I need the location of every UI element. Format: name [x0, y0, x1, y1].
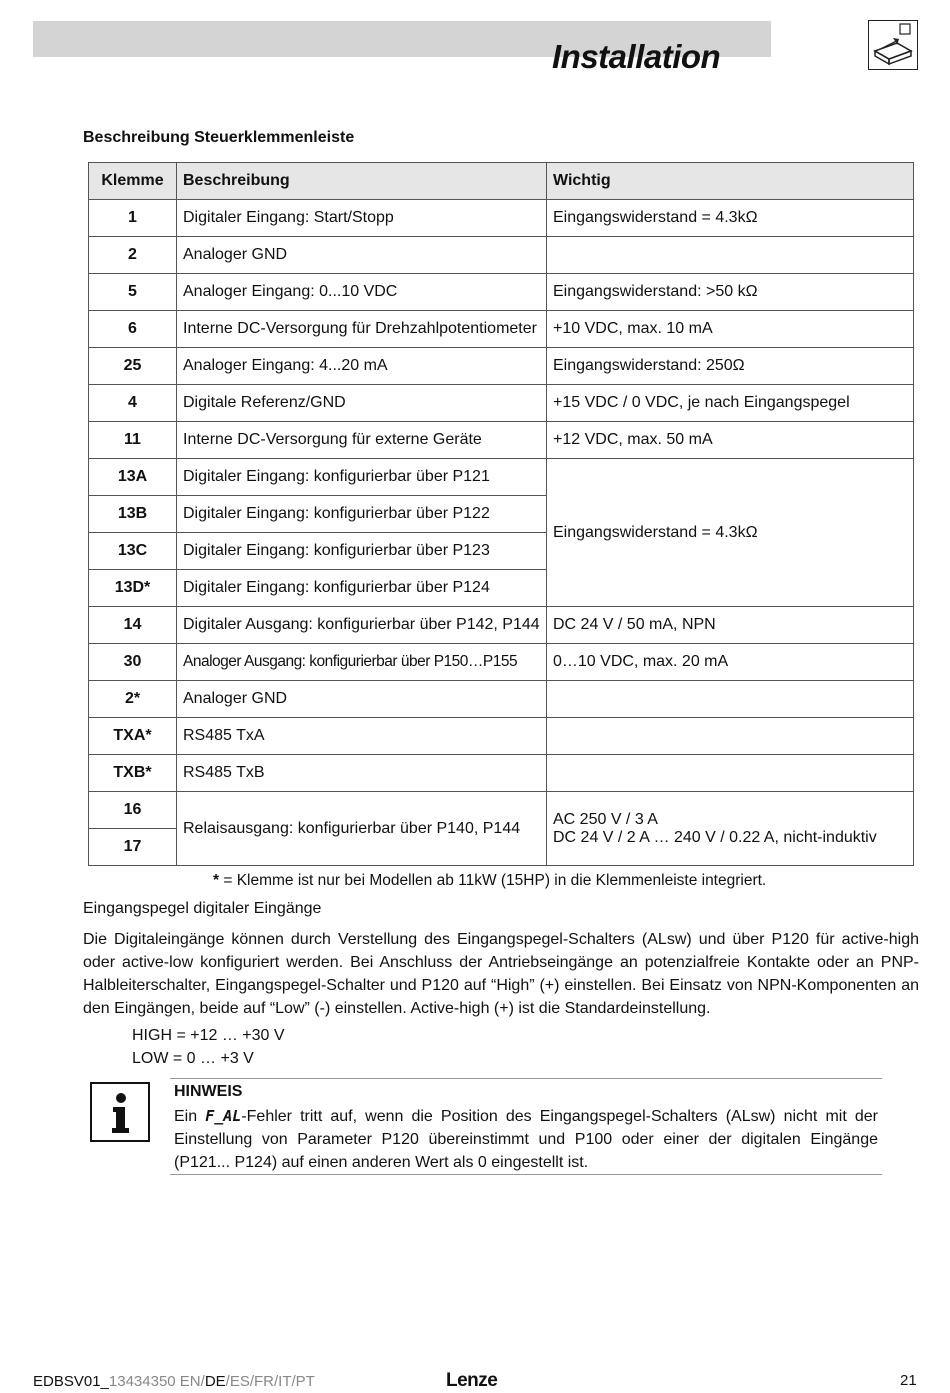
page-number: 21 [900, 1372, 917, 1389]
terminal-cell: 13C [89, 533, 177, 570]
body-paragraph: Die Digitaleingänge können durch Verstellung des Eingangspegel-Schalters (ALsw) und über P120 für active-high oder active-low konfiguriert werden. Bei Anschluss der Antriebseingänge an potenzialfreie Kontakte oder an PNP-Halbleiterschalter, Eingangspegel-Schalter und P120 auf “High” (+) einstellen. Bei Einsatz von NPN-Komponenten an den Eingängen, beide auf “Low” (-) einstellen. Active-high (+) ist die Standardeinstellung. [83, 931, 919, 1017]
level-list [132, 1024, 285, 1070]
info-icon [90, 1082, 150, 1142]
table-header-row [89, 163, 914, 200]
terminal-cell: 11 [89, 422, 177, 459]
important-cell [547, 681, 914, 718]
description-cell: Interne DC-Versorgung für externe Geräte [177, 422, 547, 459]
terminal-table [88, 162, 914, 866]
important-cell: Eingangswiderstand: 250Ω [547, 348, 914, 385]
table-footnote [213, 872, 766, 890]
footer-lang-active: DE [204, 1373, 226, 1390]
terminal-cell: 4 [89, 385, 177, 422]
terminal-cell: 6 [89, 311, 177, 348]
terminal-cell: 13B [89, 496, 177, 533]
column-header-klemme: Klemme [89, 163, 177, 200]
description-cell: Relaisausgang: konfigurierbar über P140, P144 [177, 792, 547, 866]
footer-doc-code: EDBSV01_ [33, 1373, 109, 1390]
important-cell: Eingangswiderstand = 4.3kΩ [547, 459, 914, 607]
page-title: Installation [552, 38, 721, 75]
relay-spec-ac: AC 250 V / 3 A [553, 810, 658, 828]
terminal-cell: 2 [89, 237, 177, 274]
note-text-before: Ein [174, 1108, 206, 1125]
important-cell [547, 718, 914, 755]
footer-lang-rest: /ES/FR/IT/PT [225, 1373, 315, 1390]
important-cell [547, 792, 914, 866]
description-cell: Digitaler Eingang: Start/Stopp [177, 200, 547, 237]
section-title: Beschreibung Steuerklemmenleiste [83, 129, 355, 146]
installation-box-icon [868, 20, 918, 70]
terminal-cell: 5 [89, 274, 177, 311]
description-cell: Analoger GND [177, 681, 547, 718]
description-cell: Interne DC-Versorgung für Drehzahlpotentiometer [177, 311, 547, 348]
important-cell: +10 VDC, max. 10 mA [547, 311, 914, 348]
table-row [89, 274, 914, 311]
description-cell: RS485 TxB [177, 755, 547, 792]
table-row [89, 348, 914, 385]
important-cell: DC 24 V / 50 mA, NPN [547, 607, 914, 644]
description-cell: Analoger GND [177, 237, 547, 274]
table-row [89, 792, 914, 829]
table-row [89, 644, 914, 681]
table-row [89, 200, 914, 237]
column-header-wichtig: Wichtig [547, 163, 914, 200]
description-cell: Analoger Eingang: 4...20 mA [177, 348, 547, 385]
table-row [89, 607, 914, 644]
table-row [89, 459, 914, 496]
important-cell: 0…10 VDC, max. 20 mA [547, 644, 914, 681]
description-cell: Digitale Referenz/GND [177, 385, 547, 422]
note-divider-bottom [170, 1174, 882, 1175]
description-cell: Digitaler Eingang: konfigurierbar über P123 [177, 533, 547, 570]
terminal-cell: 16 [89, 792, 177, 829]
terminal-cell: 1 [89, 200, 177, 237]
relay-spec-dc: DC 24 V / 2 A … 240 V / 0.22 A, nicht-induktiv [553, 828, 877, 846]
description-cell: Analoger Eingang: 0...10 VDC [177, 274, 547, 311]
level-low: LOW = 0 … +3 V [132, 1050, 254, 1067]
note-divider-top [170, 1078, 882, 1079]
terminal-cell: TXB* [89, 755, 177, 792]
terminal-cell: 17 [89, 829, 177, 866]
footer-doc-id [33, 1373, 315, 1390]
footnote-mark: * [213, 872, 220, 889]
terminal-cell: 13D* [89, 570, 177, 607]
table-row [89, 311, 914, 348]
description-cell: Digitaler Ausgang: konfigurierbar über P142, P144 [177, 607, 547, 644]
terminal-cell: 13A [89, 459, 177, 496]
level-high: HIGH = +12 … +30 V [132, 1027, 285, 1044]
terminal-cell: 25 [89, 348, 177, 385]
important-cell: +12 VDC, max. 50 mA [547, 422, 914, 459]
terminal-cell: 2* [89, 681, 177, 718]
description-cell: RS485 TxA [177, 718, 547, 755]
table-row [89, 385, 914, 422]
important-cell: Eingangswiderstand: >50 kΩ [547, 274, 914, 311]
footer-doc-number: 13434350 EN/ [108, 1373, 205, 1390]
terminal-cell: 14 [89, 607, 177, 644]
note-text [174, 1105, 878, 1174]
lenze-logo: Lenze [446, 1370, 498, 1391]
description-cell: Digitaler Eingang: konfigurierbar über P124 [177, 570, 547, 607]
important-cell [547, 755, 914, 792]
error-code: F_AL [205, 1107, 242, 1125]
table-row [89, 755, 914, 792]
note-text-after: -Fehler tritt auf, wenn die Position des Eingangspegel-Schalters (ALsw) nicht mit der Einstellung von Parameter P120 übereinstimmt und P100 oder einer der digitalen Eingänge (P121... P124) auf einen anderen Wert als 0 eingestellt ist. [174, 1108, 878, 1171]
footnote-text: = Klemme ist nur bei Modellen ab 11kW (15HP) in die Klemmenleiste integriert. [219, 872, 767, 889]
subheading: Eingangspegel digitaler Eingänge [83, 900, 322, 917]
note-title: HINWEIS [174, 1083, 243, 1100]
important-cell [547, 237, 914, 274]
description-cell: Analoger Ausgang: konfigurierbar über P150…P155 [177, 644, 547, 681]
important-cell: +15 VDC / 0 VDC, je nach Eingangspegel [547, 385, 914, 422]
table-row [89, 718, 914, 755]
table-row [89, 681, 914, 718]
table-row [89, 422, 914, 459]
important-cell: Eingangswiderstand = 4.3kΩ [547, 200, 914, 237]
table-row [89, 237, 914, 274]
terminal-cell: 30 [89, 644, 177, 681]
description-cell: Digitaler Eingang: konfigurierbar über P121 [177, 459, 547, 496]
description-cell: Digitaler Eingang: konfigurierbar über P122 [177, 496, 547, 533]
terminal-cell: TXA* [89, 718, 177, 755]
column-header-beschreibung: Beschreibung [177, 163, 547, 200]
